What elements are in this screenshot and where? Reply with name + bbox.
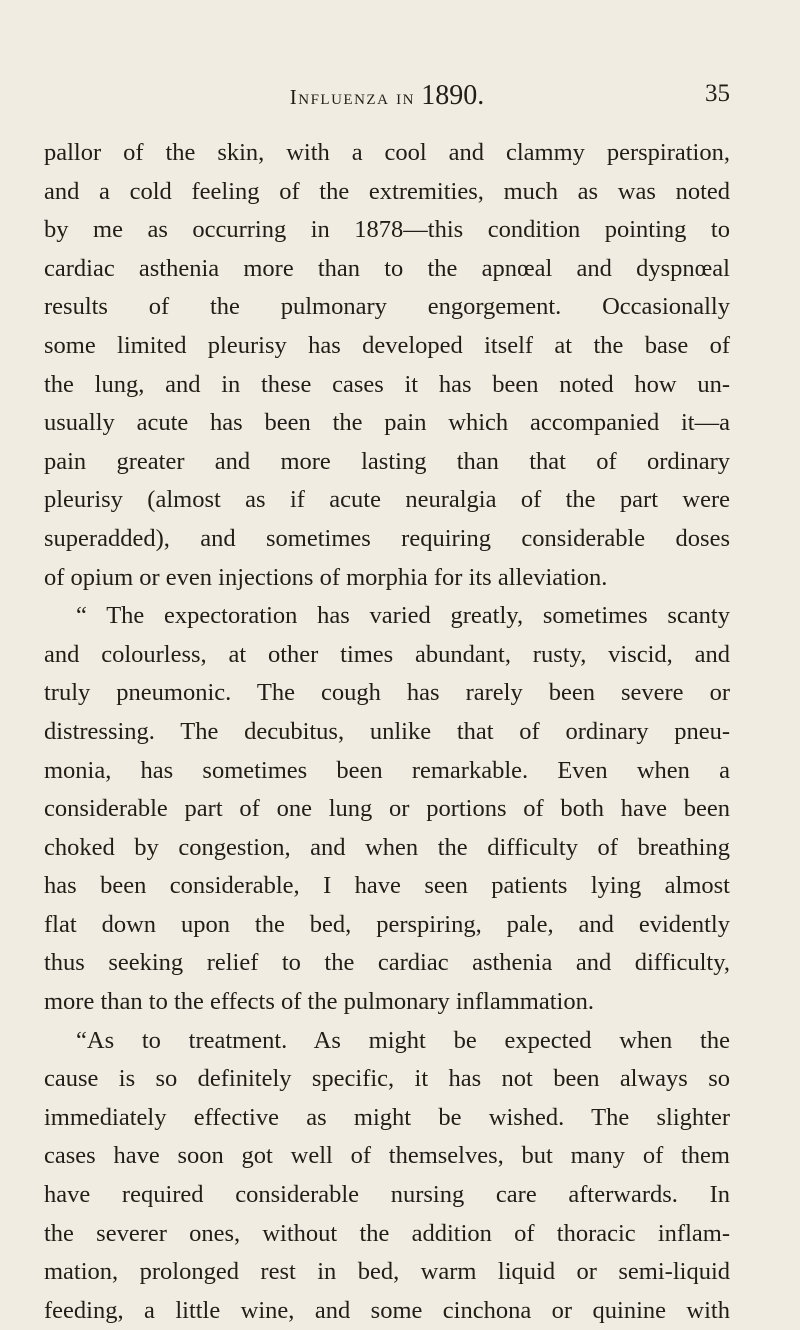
- text-line: immediately effective as might be wished. The slighter: [44, 1103, 730, 1131]
- text-line: cause is so definitely specific, it has not been always so: [44, 1065, 730, 1093]
- text-line: and a cold feeling of the extremities, much as was noted: [44, 177, 730, 205]
- text-line: considerable part of one lung or portions of both have been: [44, 795, 730, 823]
- page-number: 35: [705, 80, 730, 107]
- text-line: has been considerable, I have seen patients lying almost: [44, 872, 730, 900]
- text-line: results of the pulmonary engorgement. Occasionally: [44, 293, 730, 321]
- text-line: “As to treatment. As might be expected when the: [76, 1026, 730, 1054]
- text-line: “ The expectoration has varied greatly, sometimes scanty: [76, 602, 730, 630]
- text-line: pallor of the skin, with a cool and clammy perspiration,: [44, 139, 730, 166]
- text-line: choked by congestion, and when the difficulty of breathing: [44, 833, 730, 861]
- text-line: pleurisy (almost as if acute neuralgia of the part were: [44, 486, 730, 514]
- running-title-words: Influenza in: [289, 85, 415, 109]
- text-line: the severer ones, without the addition of thoracic inflam-: [44, 1219, 730, 1247]
- running-title: [44, 80, 730, 112]
- text-line: more than to the effects of the pulmonary inflammation.: [44, 988, 594, 1016]
- text-line: truly pneumonic. The cough has rarely been severe or: [44, 679, 730, 707]
- text-line: of opium or even injections of morphia for its alleviation.: [44, 563, 608, 591]
- text-line: the lung, and in these cases it has been noted how un-: [44, 370, 730, 398]
- text-line: pain greater and more lasting than that of ordinary: [44, 447, 730, 475]
- text-line: have required considerable nursing care afterwards. In: [44, 1181, 730, 1209]
- text-line: and colourless, at other times abundant, rusty, viscid, and: [44, 640, 730, 668]
- text-line: mation, prolonged rest in bed, warm liquid or semi-liquid: [44, 1258, 730, 1286]
- text-line: thus seeking relief to the cardiac asthenia and difficulty,: [44, 949, 730, 977]
- text-line: feeding, a little wine, and some cinchona or quinine with: [44, 1296, 730, 1324]
- text-line: flat down upon the bed, perspiring, pale, and evidently: [44, 910, 730, 938]
- text-line: usually acute has been the pain which accompanied it—a: [44, 409, 730, 437]
- page-header: [44, 76, 730, 116]
- text-line: cases have soon got well of themselves, but many of them: [44, 1142, 730, 1170]
- text-line: cardiac asthenia more than to the apnœal and dyspnœal: [44, 254, 730, 282]
- text-line: by me as occurring in 1878—this condition pointing to: [44, 216, 730, 244]
- body-text: [44, 134, 730, 1330]
- text-line: distressing. The decubitus, unlike that of ordinary pneu-: [44, 717, 730, 745]
- text-line: some limited pleurisy has developed itself at the base of: [44, 331, 730, 359]
- text-line: superadded), and sometimes requiring considerable doses: [44, 524, 730, 552]
- running-title-year: 1890.: [421, 80, 485, 111]
- text-line: monia, has sometimes been remarkable. Even when a: [44, 756, 730, 784]
